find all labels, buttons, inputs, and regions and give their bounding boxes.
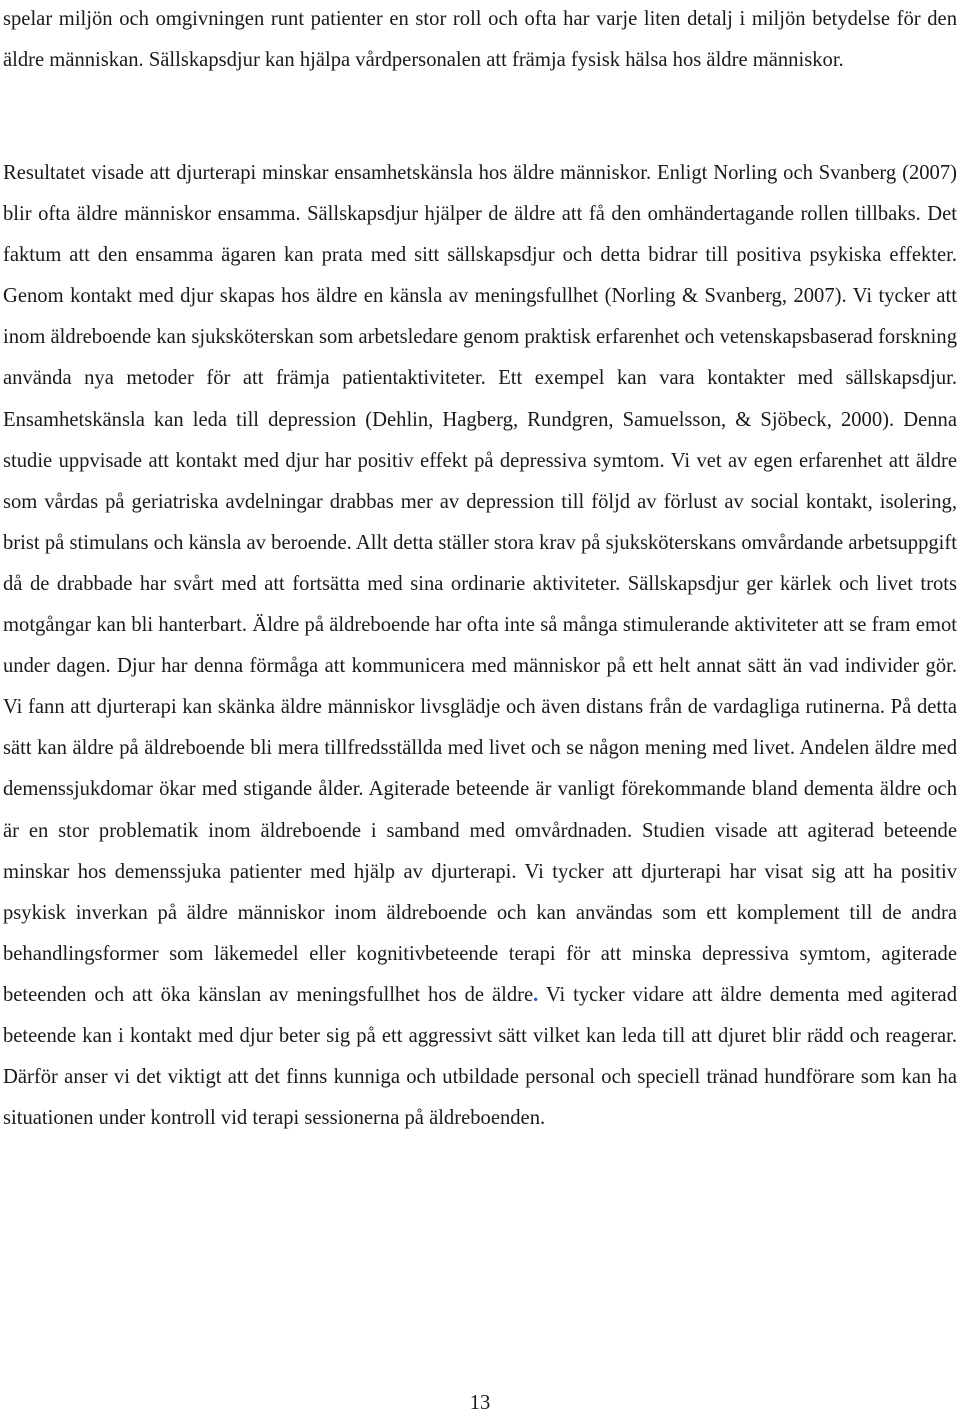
- highlighted-period: .: [533, 983, 539, 1006]
- paragraph-2-text-start: Resultatet visade att djurterapi minskar ensamhetskänsla hos äldre människor. Enligt Norling och Svanberg (2007) blir ofta äldre människor ensamma. Sällskapsdjur hjälper de äldre att få den omhändertagande rollen tillbaks. Det faktum att den ensamma ägaren kan prata med sitt sällskapsdjur och detta bidrar till positiva psykiska effekter. Genom kontakt med djur skapas hos äldre en känsla av meningsfullhet (Norling & Svanberg, 2007). Vi tycker att inom äldreboende kan sjuksköterskan som arbetsledare genom praktisk erfarenhet och vetenskapsbaserad forskning använda nya metoder för att främja patientaktiviteter. Ett exempel kan vara kontakter med sällskapsdjur. Ensamhetskänsla kan leda till depression (Dehlin, Hagberg, Rundgren, Samuelsson, & Sjöbeck, 2000). Denna studie uppvisade att kontakt med djur har positiv effekt på depressiva symtom. Vi vet av egen erfarenhet att äldre som vårdas på geriatriska avdelningar drabbas mer av depression till följd av förlust av social kontakt, isolering, brist på stimulans och känsla av beroende. Allt detta ställer stora krav på sjuksköterskans omvårdande arbetsuppgift då de drabbade har svårt med att fortsätta med sina ordinarie aktiviteter. Sällskapsdjur ger kärlek och livet trots motgångar kan bli hanterbart. Äldre på äldreboende har ofta inte så många stimulerande aktiviteter att se fram emot under dagen. Djur har denna förmåga att kommunicera med människor på ett helt annat sätt än vad individer gör. Vi fann att djurterapi kan skänka äldre människor livsglädje och även distans från de vardagliga rutinerna. På detta sätt kan äldre på äldreboende bli mera tillfredsställda med livet och se någon mening med livet. Andelen äldre med demenssjukdomar ökar med stigande ålder. Agiterade beteende är vanligt förekommande bland dementa äldre och är en stor problematik inom äldreboende i samband med omvårdnaden. Studien visade att agiterad beteende minskar hos demenssjuka patienter med hjälp av djurterapi. Vi tycker att djurterapi har visat sig att ha positiv psykisk inverkan på äldre människor inom äldreboende och kan användas som ett komplement till de andra behandlingsformer som läkemedel eller kognitivbeteende terapi för att minska depressiva symtom, agiterade beteenden och att öka känslan av meningsfullhet hos de äldre: [3, 162, 957, 1006]
- page-number: 13: [469, 1392, 491, 1414]
- paragraph-2: [3, 153, 957, 1139]
- document-page: [3, 0, 957, 1417]
- paragraph-2-text-end: Vi tycker vidare att äldre dementa med agiterad beteende kan i kontakt med djur beter sig på ett aggressivt sätt vilket kan leda till att djuret blir rädd och reagerar. Därför anser vi det viktigt att det finns kunniga och utbildade personal och speciell tränad hundförare som kan ha situationen under kontroll vid terapi sessionerna på äldreboenden.: [3, 983, 957, 1130]
- paragraph-1: spelar miljön och omgivningen runt patienter en stor roll och ofta har varje liten detalj i miljön betydelse för den äldre människan. Sällskapsdjur kan hjälpa vårdpersonalen att främja fysisk hälsa hos äldre människor.: [3, 8, 957, 72]
